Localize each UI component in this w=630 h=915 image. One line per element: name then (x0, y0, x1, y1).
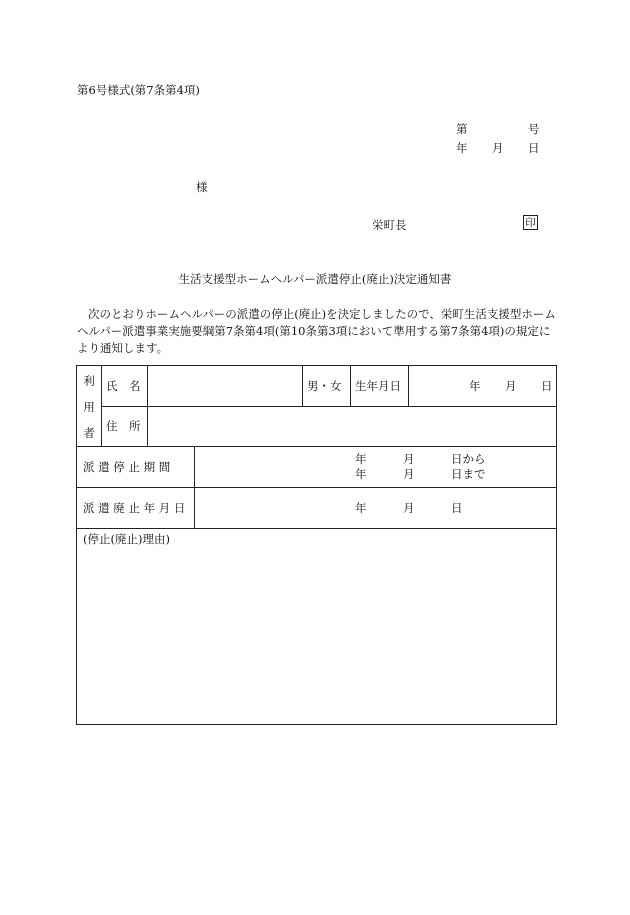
form-id: 第6号様式(第7条第4項) (77, 83, 200, 97)
date-day: 日 (528, 141, 540, 155)
birth-day: 日 (541, 379, 553, 393)
notice-table (76, 365, 557, 725)
reason-field[interactable] (83, 550, 549, 720)
addressee-honorific: 様 (196, 180, 208, 194)
abolition-day: 日 (451, 501, 463, 515)
address-label: 住 所 (106, 419, 141, 433)
name-field[interactable] (150, 370, 300, 402)
abolition-date-label: 派 遣 廃 止 年 月 日 (83, 501, 186, 515)
number-dai: 第 (456, 122, 468, 136)
user-label-1: 利 (83, 374, 95, 388)
address-field[interactable] (150, 410, 550, 442)
period-from-month: 月 (403, 452, 415, 466)
period-to-month: 月 (403, 467, 415, 481)
abolition-year: 年 (355, 501, 367, 515)
suspension-period-label: 派 遣 停 止 期 間 (83, 460, 171, 474)
issuer-name: 栄町長 (372, 218, 407, 232)
birthdate-label: 生年月日 (355, 379, 401, 393)
period-to-day: 日まで (451, 467, 486, 481)
number-go: 号 (528, 122, 540, 136)
seal-stamp: 印 (523, 215, 538, 230)
date-month: 月 (492, 141, 504, 155)
user-label-3: 者 (83, 426, 95, 440)
period-to-year: 年 (355, 467, 367, 481)
body-text: 次のとおりホームヘルパーの派遣の停止(廃止)を決定しましたので、栄町生活支援型ホームヘルパー派遣事業実施要綱第7条第4項(第10条第3項において準用する第7条第4項)の規定により通知します。 (77, 307, 556, 355)
gender-option[interactable]: 男・女 (307, 379, 342, 393)
birth-year: 年 (469, 379, 481, 393)
reason-label: (停止(廃止)理由) (83, 532, 170, 546)
document-title: 生活支援型ホームヘルパー派遣停止(廃止)決定通知書 (178, 272, 452, 286)
period-from-year: 年 (355, 452, 367, 466)
date-year: 年 (456, 141, 468, 155)
period-from-day: 日から (451, 452, 486, 466)
name-label: 氏 名 (106, 379, 141, 393)
birth-month: 月 (505, 379, 517, 393)
user-label-2: 用 (83, 400, 95, 414)
abolition-month: 月 (403, 501, 415, 515)
